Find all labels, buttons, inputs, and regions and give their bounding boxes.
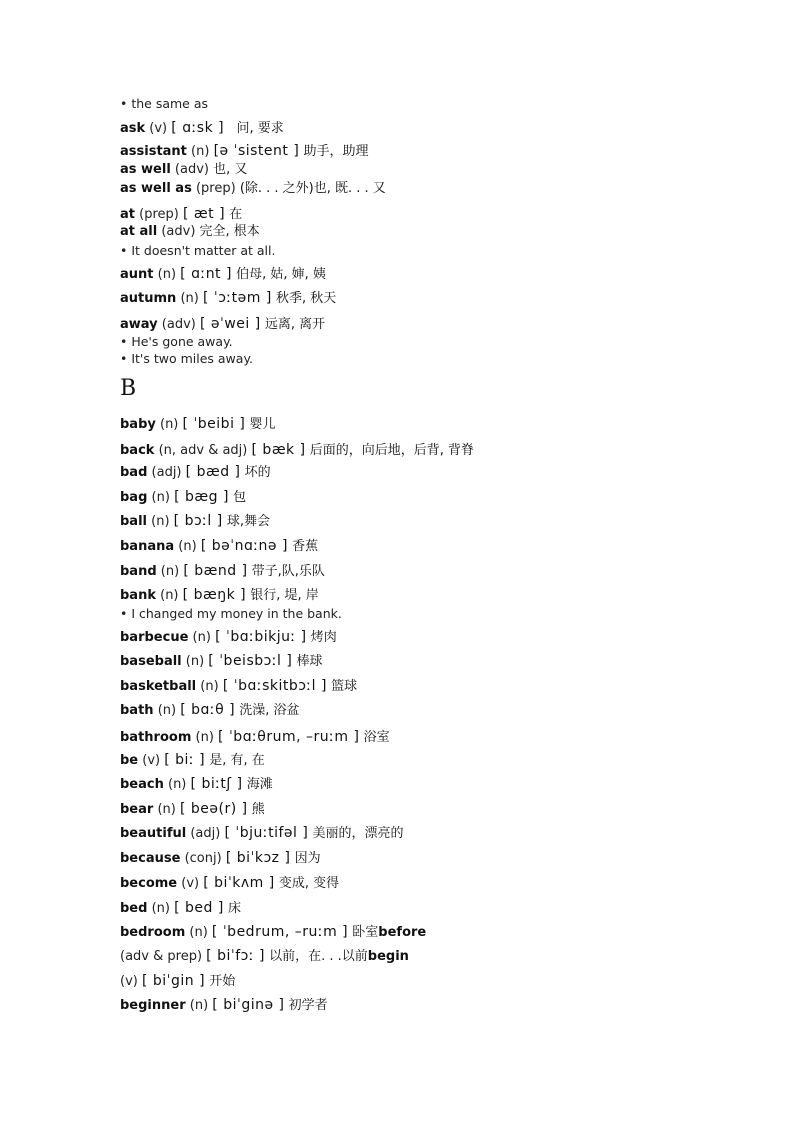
entry-bad	[120, 464, 271, 481]
phonetic: [ ˈbɑːskitbɔːl ]	[222, 678, 327, 694]
phonetic: [ ˈbedrum, –ruːm ]	[211, 924, 349, 940]
phonetic: [ əˈwei ]	[199, 316, 261, 332]
part-of-speech: (n)	[168, 777, 187, 792]
phonetic: [ ˈbɑːθrum, –ruːm ]	[218, 729, 360, 745]
part-of-speech: (n)	[157, 802, 176, 817]
entry-bath	[120, 702, 300, 719]
headword: bedroom	[120, 925, 186, 940]
entry-at	[120, 206, 242, 223]
headword: assistant	[120, 144, 187, 159]
headword: at all	[120, 224, 158, 239]
meaning: 伯母, 姑, 婶, 姨	[236, 267, 326, 282]
phonetic: [ bed ]	[174, 900, 224, 916]
meaning: 在	[229, 207, 243, 222]
part-of-speech: (n)	[151, 901, 170, 916]
example-sentence: • It's two miles away.	[120, 351, 254, 366]
phonetic: [ bɑːθ ]	[180, 702, 236, 718]
headword: band	[120, 564, 157, 579]
entry-banana	[120, 538, 318, 555]
example-sentence: • I changed my money in the bank.	[120, 606, 342, 621]
entry-ball	[120, 513, 270, 530]
meaning: 坏的	[244, 465, 271, 480]
part-of-speech: (n)	[192, 630, 211, 645]
headword: begin	[367, 949, 409, 964]
entry-bed	[120, 900, 241, 917]
entry-barbecue	[120, 629, 337, 646]
part-of-speech: (v)	[149, 121, 168, 136]
meaning: 银行, 堤, 岸	[250, 588, 319, 603]
headword: ask	[120, 121, 146, 136]
headword: aunt	[120, 267, 154, 282]
meaning: 球,舞会	[226, 514, 270, 529]
headword: bath	[120, 703, 154, 718]
entry-ask	[120, 120, 284, 137]
phonetic: [ ˈbeibi ]	[182, 416, 246, 432]
headword: bank	[120, 588, 156, 603]
phonetic: [ ˈbjuːtifəl ]	[224, 825, 309, 841]
part-of-speech: (n)	[189, 998, 209, 1013]
headword: beautiful	[120, 826, 187, 841]
phonetic: [ bæd ]	[185, 464, 241, 480]
part-of-speech: (n)	[157, 703, 177, 718]
entry-bear	[120, 801, 265, 818]
meaning: 卧室	[352, 925, 379, 940]
part-of-speech: (v)	[120, 974, 138, 989]
meaning: 因为	[294, 851, 321, 866]
phonetic: [ bəˈnɑːnə ]	[200, 538, 288, 554]
entry-be	[120, 752, 265, 769]
headword: bear	[120, 802, 154, 817]
part-of-speech: (n)	[151, 490, 170, 505]
phonetic: [ bæŋk ]	[182, 587, 247, 603]
phonetic: [ ˈɔːtəm ]	[202, 290, 272, 306]
part-of-speech: (n)	[160, 417, 179, 432]
entry-autumn	[120, 290, 336, 307]
example-sentence: • It doesn't matter at all.	[120, 243, 276, 258]
example-sentence: • the same as	[120, 96, 209, 111]
part-of-speech: (adv & prep)	[120, 949, 203, 964]
entry-at-all	[120, 224, 260, 240]
part-of-speech: (v)	[181, 876, 200, 891]
headword: away	[120, 317, 158, 332]
section-heading: B	[120, 376, 137, 401]
meaning: 熊	[251, 802, 265, 817]
entry-bag	[120, 489, 246, 506]
headword: be	[120, 753, 139, 768]
entry-before-line	[120, 948, 409, 965]
phonetic: [ æt ]	[183, 206, 226, 222]
phonetic: [ ˈbeisbɔːl ]	[208, 653, 293, 669]
entry-beautiful	[120, 825, 403, 842]
headword: ball	[120, 514, 147, 529]
part-of-speech: (n)	[160, 588, 179, 603]
part-of-speech: (n)	[200, 679, 219, 694]
meaning: 助手，助理	[303, 144, 369, 159]
entry-beach	[120, 776, 273, 793]
part-of-speech: (n)	[195, 730, 214, 745]
meaning: 初学者	[288, 998, 328, 1013]
meaning: 床	[227, 901, 241, 916]
entry-baby	[120, 416, 276, 433]
headword: beginner	[120, 998, 186, 1013]
headword: before	[378, 925, 427, 940]
entry-bank	[120, 587, 319, 604]
headword: as well	[120, 162, 171, 177]
example-sentence: • He's gone away.	[120, 334, 233, 349]
entry-assistant	[120, 143, 368, 160]
part-of-speech: (n)	[157, 267, 177, 282]
entry-back	[120, 442, 474, 459]
headword: baby	[120, 417, 156, 432]
part-of-speech: (adv)	[174, 162, 209, 177]
part-of-speech: (n)	[151, 514, 170, 529]
phonetic: [ biˈgin ]	[141, 973, 206, 989]
entry-baseball	[120, 653, 323, 670]
meaning: 变成, 变得	[278, 876, 340, 891]
phonetic: [ bɔːl ]	[173, 513, 223, 529]
meaning: 烤肉	[310, 630, 337, 645]
part-of-speech: (prep)	[139, 207, 179, 222]
phonetic: [ ɑːsk ]	[171, 120, 225, 136]
meaning: 是, 有, 在	[209, 753, 265, 768]
entry-basketball	[120, 678, 357, 695]
headword: as well as	[120, 181, 192, 196]
part-of-speech: (n)	[191, 144, 210, 159]
part-of-speech: (n)	[178, 539, 197, 554]
entry-aunt	[120, 266, 326, 283]
part-of-speech: (n)	[185, 654, 205, 669]
meaning: 秋季, 秋天	[275, 291, 337, 306]
phonetic: [ biːtʃ ]	[190, 776, 243, 792]
meaning: 婴儿	[249, 417, 276, 432]
headword: bad	[120, 465, 148, 480]
headword: bed	[120, 901, 148, 916]
headword: back	[120, 443, 155, 458]
part-of-speech: (n, adv & adj)	[158, 443, 248, 458]
meaning: 棒球	[296, 654, 323, 669]
headword: banana	[120, 539, 175, 554]
part-of-speech: (adj)	[190, 826, 221, 841]
part-of-speech: (v)	[142, 753, 161, 768]
phonetic: [ biˈfɔː ]	[206, 948, 265, 964]
meaning: 篮球	[331, 679, 358, 694]
headword: beach	[120, 777, 164, 792]
meaning: 开始	[209, 974, 236, 989]
meaning: 完全, 根本	[199, 224, 260, 239]
phonetic: [ biː ]	[164, 752, 206, 768]
part-of-speech: (adj)	[151, 465, 182, 480]
part-of-speech: (adv)	[161, 224, 196, 239]
headword: bag	[120, 490, 148, 505]
entry-beginner	[120, 997, 328, 1014]
entry-because	[120, 850, 321, 867]
meaning: 包	[233, 490, 247, 505]
meaning: 香蕉	[292, 539, 319, 554]
headword: become	[120, 876, 178, 891]
headword: autumn	[120, 291, 177, 306]
part-of-speech: (conj)	[184, 851, 222, 866]
headword: because	[120, 851, 181, 866]
entry-bedroom-line	[120, 924, 426, 941]
headword: basketball	[120, 679, 197, 694]
phonetic: [ biˈginə ]	[212, 997, 285, 1013]
meaning: 也, 又	[213, 162, 248, 177]
meaning: 海滩	[246, 777, 273, 792]
phonetic: [ beə(r) ]	[179, 801, 248, 817]
meaning: (除. . . 之外)也, 既. . . 又	[239, 181, 386, 196]
entry-band	[120, 563, 325, 580]
entry-become	[120, 875, 339, 892]
meaning: 后面的，向后地，后背, 背脊	[309, 443, 474, 458]
phonetic: [ ɑːnt ]	[180, 266, 232, 282]
meaning: 洗澡, 浴盆	[239, 703, 300, 718]
phonetic: [ ˈbɑːbikjuː ]	[215, 629, 307, 645]
entry-away	[120, 316, 325, 333]
part-of-speech: (adv)	[161, 317, 196, 332]
phonetic: [ə ˈsistent ]	[213, 143, 300, 159]
part-of-speech: (n)	[160, 564, 180, 579]
meaning: 以前，在. . .以前	[269, 949, 368, 964]
headword: at	[120, 207, 135, 222]
part-of-speech: (n)	[180, 291, 199, 306]
entry-as-well	[120, 162, 247, 178]
phonetic: [ bæk ]	[251, 442, 306, 458]
entry-as-well-as	[120, 181, 386, 197]
phonetic: [ biˈkɔz ]	[225, 850, 291, 866]
headword: baseball	[120, 654, 182, 669]
part-of-speech: (prep)	[195, 181, 236, 196]
phonetic: [ bænd ]	[183, 563, 248, 579]
meaning: 带子,队,乐队	[251, 564, 325, 579]
headword: bathroom	[120, 730, 192, 745]
meaning: 问, 要求	[236, 121, 284, 136]
meaning: 远离, 离开	[264, 317, 326, 332]
entry-begin-line	[120, 973, 235, 990]
phonetic: [ bæg ]	[174, 489, 229, 505]
meaning: 美丽的，漂亮的	[312, 826, 404, 841]
part-of-speech: (n)	[189, 925, 208, 940]
entry-bathroom	[120, 729, 390, 746]
meaning: 浴室	[363, 730, 390, 745]
phonetic: [ biˈkʌm ]	[203, 875, 275, 891]
headword: barbecue	[120, 630, 189, 645]
